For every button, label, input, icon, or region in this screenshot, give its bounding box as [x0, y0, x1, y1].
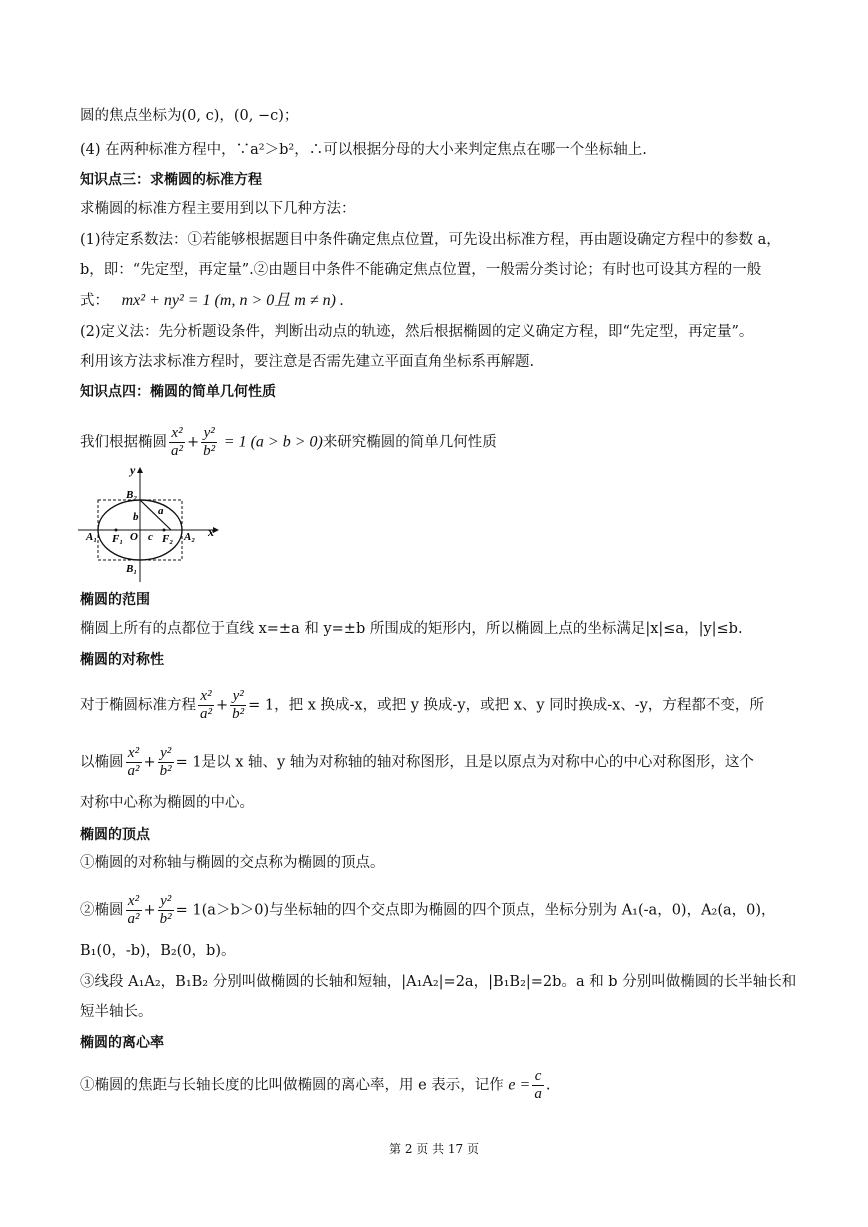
label-F1: F₁ — [112, 533, 124, 545]
label-y: y — [130, 464, 136, 477]
label-A1: A₁ — [86, 531, 98, 543]
ellipse-diagram — [76, 464, 226, 584]
fraction: $\frac{\text{y²}}{\text{b²}}$ — [159, 745, 172, 779]
label-c: c — [148, 531, 153, 543]
text-line — [80, 291, 792, 311]
section-heading: 知识点四：椭圆的简单几何性质 — [80, 384, 276, 400]
text-line: 短半轴长。 — [80, 1004, 153, 1020]
ellipse-equation: = 1 (a > b > 0) — [223, 433, 323, 451]
text-line: ①椭圆的焦距与长轴长度的比叫做椭圆的离心率，用 e 表示，记作 e = $\frac{c}{a}$ . — [80, 1068, 551, 1102]
section-subheading: 椭圆的顶点 — [80, 827, 150, 843]
text-line: ①椭圆的对称轴与椭圆的交点称为椭圆的顶点。 — [80, 855, 385, 871]
text-span: 来研究椭圆的简单几何性质 — [322, 434, 497, 451]
fraction: $\frac{\text{y²}}{\text{b²}}$ — [203, 425, 216, 459]
fraction: $\frac{\text{x²}}{\text{a²}}$ — [200, 688, 212, 722]
page-footer: 第 2 页 共 17 页 — [389, 1142, 479, 1156]
text-line: B₁(0，-b)，B₂(0，b)。 — [80, 943, 236, 959]
text-span: 式： — [80, 293, 109, 309]
label-O: O — [130, 531, 138, 543]
label-A2: A₂ — [184, 531, 196, 543]
section-subheading: 椭圆的离心率 — [80, 1035, 164, 1051]
text-line: (2)定义法：先分析题设条件，判断出动点的轨迹，然后根据椭圆的定义确定方程，即“先定型，再定量”。 — [80, 324, 754, 340]
label-F2: F₂ — [162, 533, 174, 545]
text-line: 我们根据椭圆 $\frac{\text{x²}}{\text{a²}}$ + $\frac{\text{y²}}{\text{b²}}$ = 1 (a > b > 0)来研究椭圆的简单几何性质 — [80, 425, 497, 459]
fraction: $\frac{\text{x²}}{\text{a²}}$ — [127, 745, 140, 779]
text-line: 求椭圆的标准方程主要用到以下几种方法： — [80, 201, 356, 217]
label-b: b — [133, 511, 139, 523]
fraction: $\frac{\text{y²}}{\text{b²}}$ — [232, 688, 245, 722]
section-heading: 知识点三：求椭圆的标准方程 — [80, 172, 262, 188]
label-B1: B₁ — [126, 563, 138, 575]
fraction: $\frac{\text{x²}}{\text{a²}}$ — [127, 893, 140, 927]
text-line: 利用该方法求标准方程时，要注意是否需先建立平面直角坐标系再解题. — [80, 354, 535, 370]
text-line: 对于椭圆标准方程 $\frac{\text{x²}}{\text{a²}}$ + $\frac{\text{y²}}{\text{b²}}$ = 1，把 x 换成-x，或把 y 换成-y，或把 x、y 同时换成-x、-y，方程都不变，所 — [80, 688, 764, 722]
text-line: ③线段 A₁A₂，B₁B₂ 分别叫做椭圆的长轴和短轴，|A₁A₂|=2a，|B₁B₂|=2b。a 和 b 分别叫做椭圆的长半轴长和 — [80, 974, 797, 990]
text-line: 圆的焦点坐标为(0, c)，(0, −c)； — [80, 108, 299, 124]
section-subheading: 椭圆的对称性 — [80, 652, 164, 668]
label-a: a — [158, 505, 164, 517]
fraction: $\frac{\text{x²}}{\text{a²}}$ — [171, 425, 183, 459]
eccentricity-symbol: e = — [508, 1076, 531, 1094]
text-line: 对称中心称为椭圆的中心。 — [80, 795, 254, 811]
fraction: $\frac{c}{a}$ — [534, 1068, 542, 1102]
text-span: 我们根据椭圆 — [80, 434, 167, 451]
general-equation: mx² + ny² = 1 (m, n > 0且 m ≠ n) . — [121, 292, 344, 309]
label-B2: B₂ — [126, 489, 138, 501]
segment-a — [140, 500, 171, 530]
text-line: 椭圆上所有的点都位于直线 x=±a 和 y=±b 所围成的矩形内，所以椭圆上点的坐标满足|x|≤a，|y|≤b. — [80, 621, 743, 637]
text-line: b，即：“先定型，再定量”.②由题目中条件不能确定焦点位置，一般需分类讨论；有时也可设其方程的一般 — [80, 262, 762, 278]
text-line: (1)待定系数法：①若能够根据题目中条件确定焦点位置，可先设出标准方程，再由题设确定方程中的参数 a， — [80, 232, 781, 248]
text-line: 以椭圆 $\frac{\text{x²}}{\text{a²}}$ + $\frac{\text{y²}}{\text{b²}}$ = 1是以 x 轴、y 轴为对称轴的轴对称图形，且是以原点为对称中心的中心对称图形，这个 — [80, 745, 754, 779]
label-x: x — [208, 525, 214, 539]
text-line: (4) 在两种标准方程中，∵a²＞b²，∴可以根据分母的大小来判定焦点在哪一个坐标轴上. — [80, 142, 647, 158]
fraction: $\frac{\text{y²}}{\text{b²}}$ — [159, 893, 172, 927]
section-subheading: 椭圆的范围 — [80, 592, 150, 608]
text-line: ②椭圆 $\frac{\text{x²}}{\text{a²}}$ + $\frac{\text{y²}}{\text{b²}}$ = 1(a＞b＞0)与坐标轴的四个交点即为椭圆的四个顶点，坐标分别为 A₁(-a，0)，A₂(a，0)， — [80, 893, 776, 927]
